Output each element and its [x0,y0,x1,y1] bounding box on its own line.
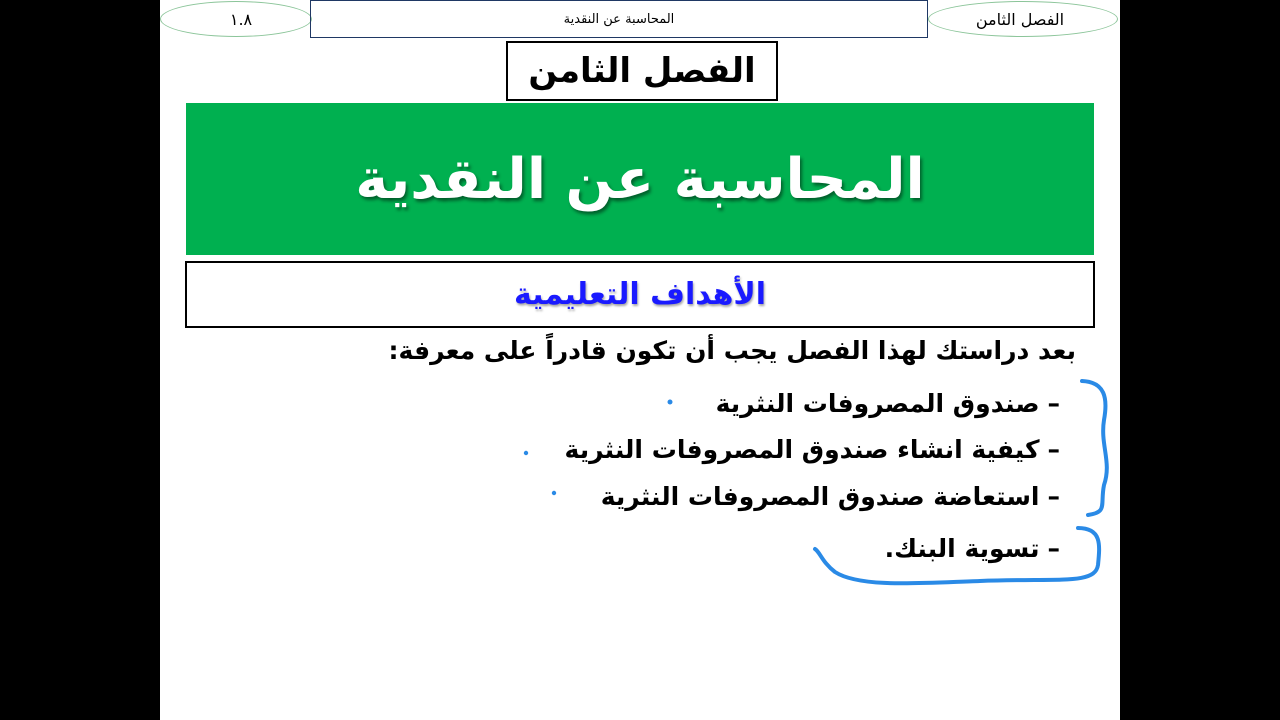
pen-annotations [160,0,1120,720]
dot-annotation [552,491,556,495]
bullet-dash: – [1047,533,1060,563]
bullet-text: تسوية البنك. [884,533,1040,563]
bullet-text: استعاضة صندوق المصروفات النثرية [600,481,1040,511]
slide [160,0,1120,720]
bullet-dash: – [1047,434,1060,464]
page-number: ١.٨ [229,9,253,29]
underline-annotation [815,528,1099,583]
intro-text: بعد دراستك لهذا الفصل يجب أن تكون قادراً على معرفة: [388,336,1076,365]
bullet-dash: – [1047,388,1060,418]
bullet-text: كيفية انشاء صندوق المصروفات النثرية [564,434,1040,464]
bullet-dash: – [1047,481,1060,511]
objectives-title: الأهداف التعليمية [513,277,767,312]
chapter-label: الفصل الثامن [975,9,1065,29]
header-title: المحاسبة عن النقدية [563,11,675,27]
banner-title: المحاسبة عن النقدية [355,146,925,212]
chapter-title: الفصل الثامن [528,51,756,91]
bullet-text: صندوق المصروفات النثرية [715,388,1040,418]
dot-annotation [524,451,528,455]
dot-annotation [668,400,673,405]
bracket-annotation [1082,381,1107,515]
